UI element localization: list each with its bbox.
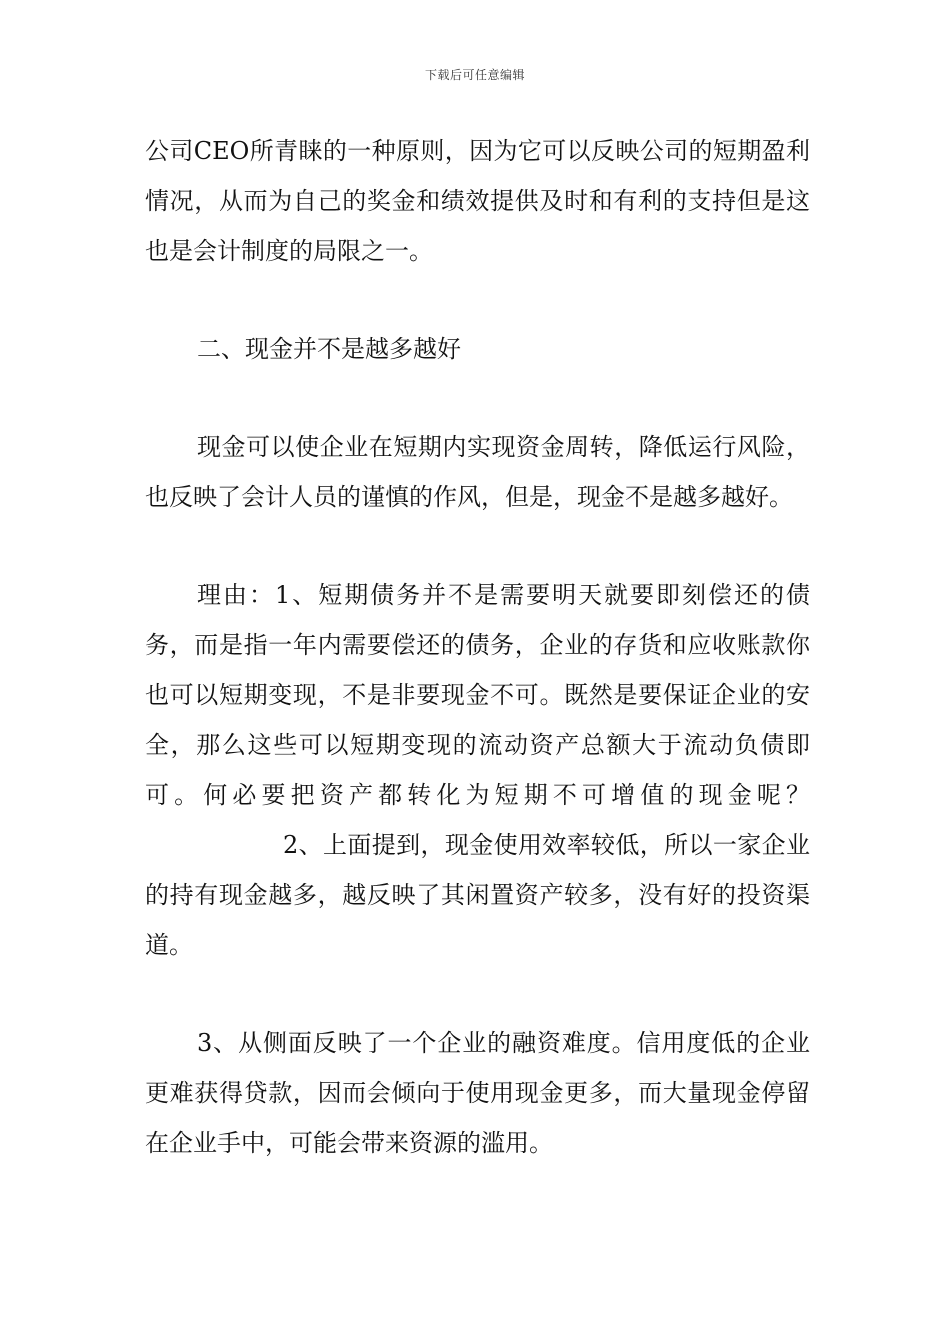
header-note: 下载后可任意编辑	[424, 68, 525, 82]
paragraph-reason-three: 3、从侧面反映了一个企业的融资难度。信用度低的企业更难获得贷款，因而会倾向于使用现金更多，而大量现金停留在企业手中，可能会带来资源的滥用。	[145, 1029, 810, 1157]
document-body	[145, 126, 810, 1168]
paragraph-reasons	[145, 570, 810, 970]
reason-one-text: 理由：1、短期债务并不是需要明天就要即刻偿还的债务，而是指一年内需要偿还的债务，企业的存货和应收账款你也可以短期变现，不是非要现金不可。既然是要保证企业的安全，那么这些可以短期变现的流动资产总额大于流动负债即可。何必要把资产都转化为短期不可增值的现金呢？	[145, 581, 810, 809]
reason-two-text: 2、上面提到，现金使用效率较低，所以一家企业的持有现金越多，越反映了其闲置资产较多，没有好的投资渠道。	[145, 831, 810, 959]
paragraph-continuation: 公司CEO所青睐的一种原则，因为它可以反映公司的短期盈利情况，从而为自己的奖金和绩效提供及时和有利的支持但是这也是会计制度的局限之一。	[145, 137, 810, 265]
paragraph-cash-intro: 现金可以使企业在短期内实现资金周转，降低运行风险，也反映了会计人员的谨慎的作风，但是，现金不是越多越好。	[145, 433, 810, 511]
section-heading: 二、现金并不是越多越好	[197, 335, 461, 363]
